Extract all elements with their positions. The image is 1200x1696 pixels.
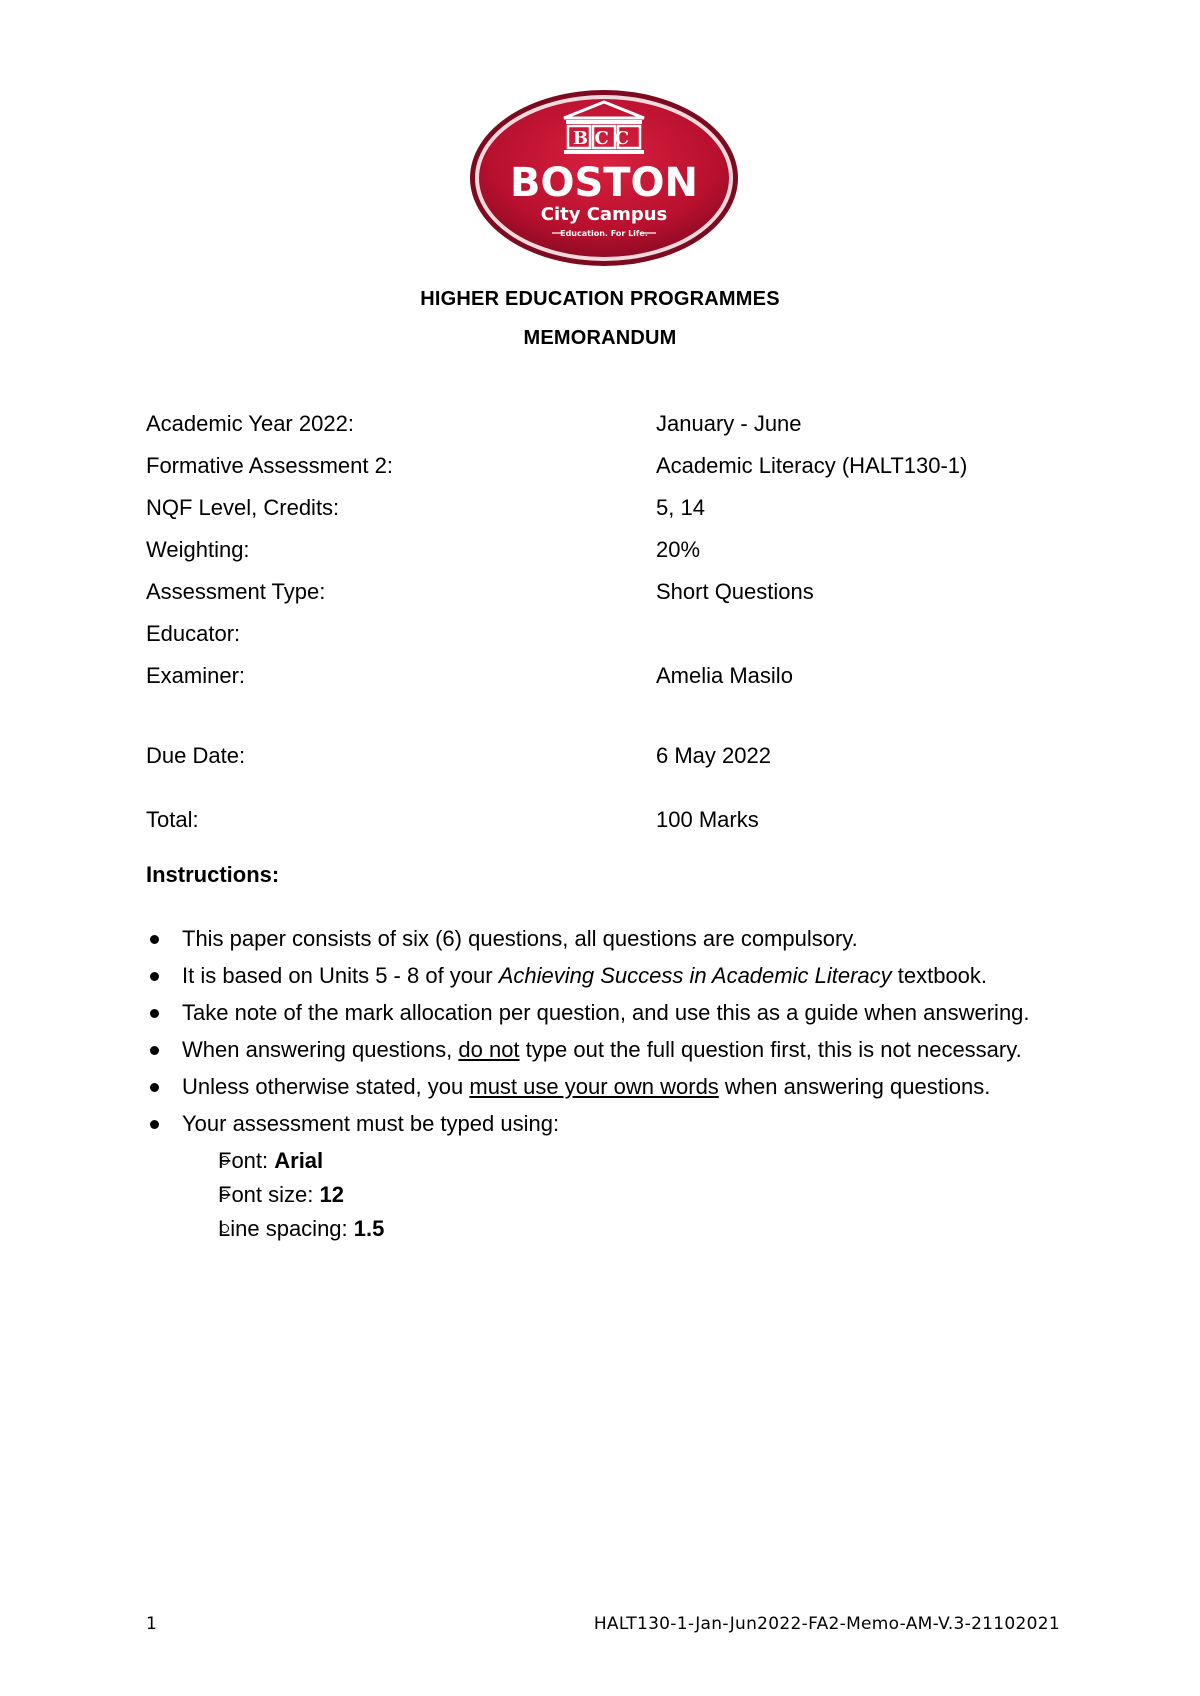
instruction-text: Unless otherwise stated, you <box>182 1074 470 1099</box>
logo-initials: BCC <box>572 128 636 149</box>
row-weighting <box>146 529 1066 571</box>
instructions-title: Instructions: <box>146 862 280 887</box>
total-value: 100 Marks <box>656 807 759 832</box>
bullet-icon <box>150 935 159 944</box>
row-educator <box>146 613 1066 655</box>
list-item <box>146 996 1062 1030</box>
row-assessment-type <box>146 571 1066 613</box>
academic-year-value: January - June <box>656 411 802 436</box>
row-academic-year <box>146 403 1066 445</box>
logo-tagline: Education. For Life. <box>560 229 648 238</box>
examiner-label: Examiner: <box>146 663 246 688</box>
circle-bullet-icon <box>220 1156 229 1165</box>
assessment-info-table <box>146 403 1066 841</box>
instruction-text: Take note of the mark allocation per question, and use this as a guide when answering. <box>182 1000 1030 1025</box>
requirement-value: Arial <box>274 1148 324 1173</box>
instruction-text: This paper consists of six (6) questions, all questions are compulsory. <box>182 926 858 951</box>
examiner-value: Amelia Masilo <box>656 663 793 688</box>
typing-requirements-list <box>146 1144 1062 1246</box>
circle-bullet-icon <box>220 1224 229 1233</box>
document-code: HALT130-1-Jan-Jun2022-FA2-Memo-AM-V.3-21102021 <box>593 1614 1060 1634</box>
page-number: 1 <box>146 1614 157 1634</box>
programme-heading: HIGHER EDUCATION PROGRAMMES <box>420 288 780 310</box>
underlined-text: must use your own words <box>469 1074 719 1099</box>
instruction-text: type out the full question first, this is not necessary. <box>519 1037 1022 1062</box>
list-item <box>146 1178 1062 1212</box>
row-due-date <box>146 735 1066 777</box>
list-item <box>146 959 1062 993</box>
academic-year-label: Academic Year 2022: <box>146 411 354 436</box>
row-nqf <box>146 487 1066 529</box>
bullet-icon <box>150 1009 159 1018</box>
list-item <box>146 1107 1062 1141</box>
logo-name: BOSTON <box>509 160 699 206</box>
memorandum-heading: MEMORANDUM <box>523 327 677 349</box>
instruction-text: When answering questions, <box>182 1037 459 1062</box>
textbook-title: Achieving Success in Academic Literacy <box>498 963 892 988</box>
instruction-text: textbook. <box>891 963 988 988</box>
nqf-label: NQF Level, Credits: <box>146 495 340 520</box>
nqf-value: 5, 14 <box>656 495 705 520</box>
total-label: Total: <box>146 807 199 832</box>
requirement-value: 12 <box>319 1182 344 1207</box>
requirement-value: 1.5 <box>353 1216 385 1241</box>
formative-label: Formative Assessment 2: <box>146 453 393 478</box>
formative-value: Academic Literacy (HALT130-1) <box>656 453 968 478</box>
list-item <box>146 1212 1062 1246</box>
bullet-icon <box>150 972 159 981</box>
weighting-label: Weighting: <box>146 537 250 562</box>
list-item <box>146 1033 1062 1067</box>
requirement-label: Line spacing: <box>218 1216 354 1241</box>
instruction-text: Your assessment must be typed using: <box>182 1111 560 1136</box>
row-examiner <box>146 655 1066 697</box>
sub-list-container <box>146 1144 1062 1246</box>
instruction-text: when answering questions. <box>718 1074 991 1099</box>
logo-campus: City Campus <box>540 204 668 225</box>
list-item <box>146 922 1062 956</box>
educator-label: Educator: <box>146 621 241 646</box>
bullet-icon <box>150 1120 159 1129</box>
due-date-label: Due Date: <box>146 743 246 768</box>
underlined-text: do not <box>458 1037 520 1062</box>
requirement-label: Font size: <box>218 1182 320 1207</box>
boston-city-campus-logo <box>468 88 740 268</box>
bullet-icon <box>150 1083 159 1092</box>
assessment-type-value: Short Questions <box>656 579 814 604</box>
assessment-type-label: Assessment Type: <box>146 579 326 604</box>
due-date-value: 6 May 2022 <box>656 743 771 768</box>
circle-bullet-icon <box>220 1190 229 1199</box>
educator-value <box>656 613 1066 655</box>
bullet-icon <box>150 1046 159 1055</box>
requirement-label: Font: <box>218 1148 275 1173</box>
list-item <box>146 1070 1062 1104</box>
list-item <box>146 1144 1062 1178</box>
instruction-text: It is based on Units 5 - 8 of your <box>182 963 499 988</box>
row-formative-assessment <box>146 445 1066 487</box>
row-total <box>146 799 1066 841</box>
instructions-list <box>146 922 1062 1246</box>
weighting-value: 20% <box>656 537 701 562</box>
